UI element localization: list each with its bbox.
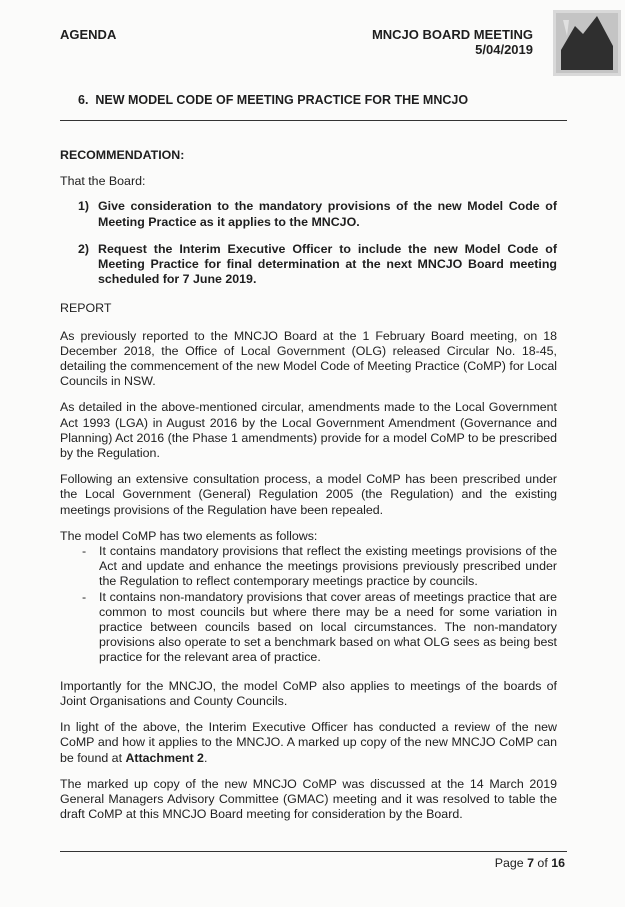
page-of: of	[533, 856, 552, 870]
header-agenda-label: AGENDA	[60, 27, 117, 42]
recommendation-text: Request the Interim Executive Officer to include the new Model Code of Meeting Practice for final determination at the next MNCJO Board meeting scheduled for 7 June 2019.	[98, 241, 557, 287]
section-title: 6. NEW MODEL CODE OF MEETING PRACTICE FOR THE MNCJO	[78, 93, 469, 107]
report-paragraph-7: The marked up copy of the new MNCJO CoMP was discussed at the 14 March 2019 General Managers Advisory Committee (GMAC) meeting and it was resolved to table the draft CoMP at this MNCJO Board meeting for consideration by the Board.	[60, 776, 557, 822]
list-dash: -	[82, 544, 87, 559]
header-meeting-info	[372, 27, 533, 57]
report-paragraph-5: Importantly for the MNCJO, the model CoMP also applies to meetings of the boards of Joint Organisations and County Councils.	[60, 678, 557, 708]
report-paragraph-3: Following an extensive consultation process, a model CoMP has been prescribed under the Local Government (General) Regulation 2005 (the Regulation) and the existing meetings provisions of the Regulation have been repealed.	[60, 472, 557, 517]
paragraph-6-end: .	[203, 750, 208, 765]
recommendation-list	[60, 199, 557, 287]
recommendation-intro: That the Board:	[60, 174, 146, 189]
header-meeting-title: MNCJO BOARD MEETING	[371, 27, 533, 42]
comp-elements-list	[60, 544, 557, 666]
attachment-reference: Attachment 2	[125, 750, 204, 765]
paragraph-6-text: In light of the above, the Interim Executive Officer has conducted a review of the new CoMP and how it applies to the MNCJO. A marked up copy of the new MNCJO CoMP can be found at	[60, 720, 557, 765]
recommendation-text: Give consideration to the mandatory provisions of the new Model Code of Meeting Practice as it applies to the MNCJO.	[98, 199, 557, 229]
recommendation-item	[60, 242, 557, 288]
report-heading: REPORT	[60, 301, 112, 316]
report-paragraph-2: As detailed in the above-mentioned circular, amendments made to the Local Government Act 1993 (LGA) in August 2016 by the Local Government Amendment (Governance and Planning) Act 2016 (the Phase 1 amendments) provide for a model CoMP to be prescribed by the Regulation.	[60, 400, 557, 461]
list-dash: -	[82, 589, 87, 604]
page-number	[495, 856, 565, 870]
section-divider	[60, 120, 567, 121]
recommendation-number: 1)	[78, 199, 90, 214]
footer-divider	[60, 851, 567, 852]
page-prefix: Page	[494, 856, 528, 870]
comp-element-item	[60, 544, 557, 590]
recommendation-number: 2)	[78, 241, 90, 256]
comp-element-text: It contains mandatory provisions that reflect the existing meetings provisions of the Act and update and enhance the meetings provisions previously prescribed under the Regulation to reflect contemporary meetings practice by councils.	[99, 544, 557, 589]
page-current: 7	[527, 856, 534, 870]
recommendation-item	[60, 199, 557, 229]
comp-element-item	[60, 590, 557, 666]
page-body	[60, 148, 557, 833]
report-paragraph-6	[60, 720, 557, 766]
report-paragraph-1: As previously reported to the MNCJO Board at the 1 February Board meeting, on 18 December 2018, the Office of Local Government (OLG) released Circular No. 18-45, detailing the commencement of the new Model Code of Meeting Practice (CoMP) for Local Councils in NSW.	[60, 328, 557, 389]
header-meeting-date: 5/04/2019	[475, 42, 533, 57]
report-paragraph-4: The model CoMP has two elements as follows:	[60, 528, 318, 543]
organisation-logo	[553, 10, 621, 76]
page-total: 16	[551, 856, 565, 870]
recommendation-heading: RECOMMENDATION:	[60, 148, 185, 162]
comp-element-text: It contains non-mandatory provisions that cover areas of meetings practice that are common to most councils but where there may be a need for some variation in practice between councils based on local circumstances. The non-mandatory provisions also operate to set a benchmark based on what OLG sees as being best practice for the relevant area of practice.	[99, 589, 557, 665]
